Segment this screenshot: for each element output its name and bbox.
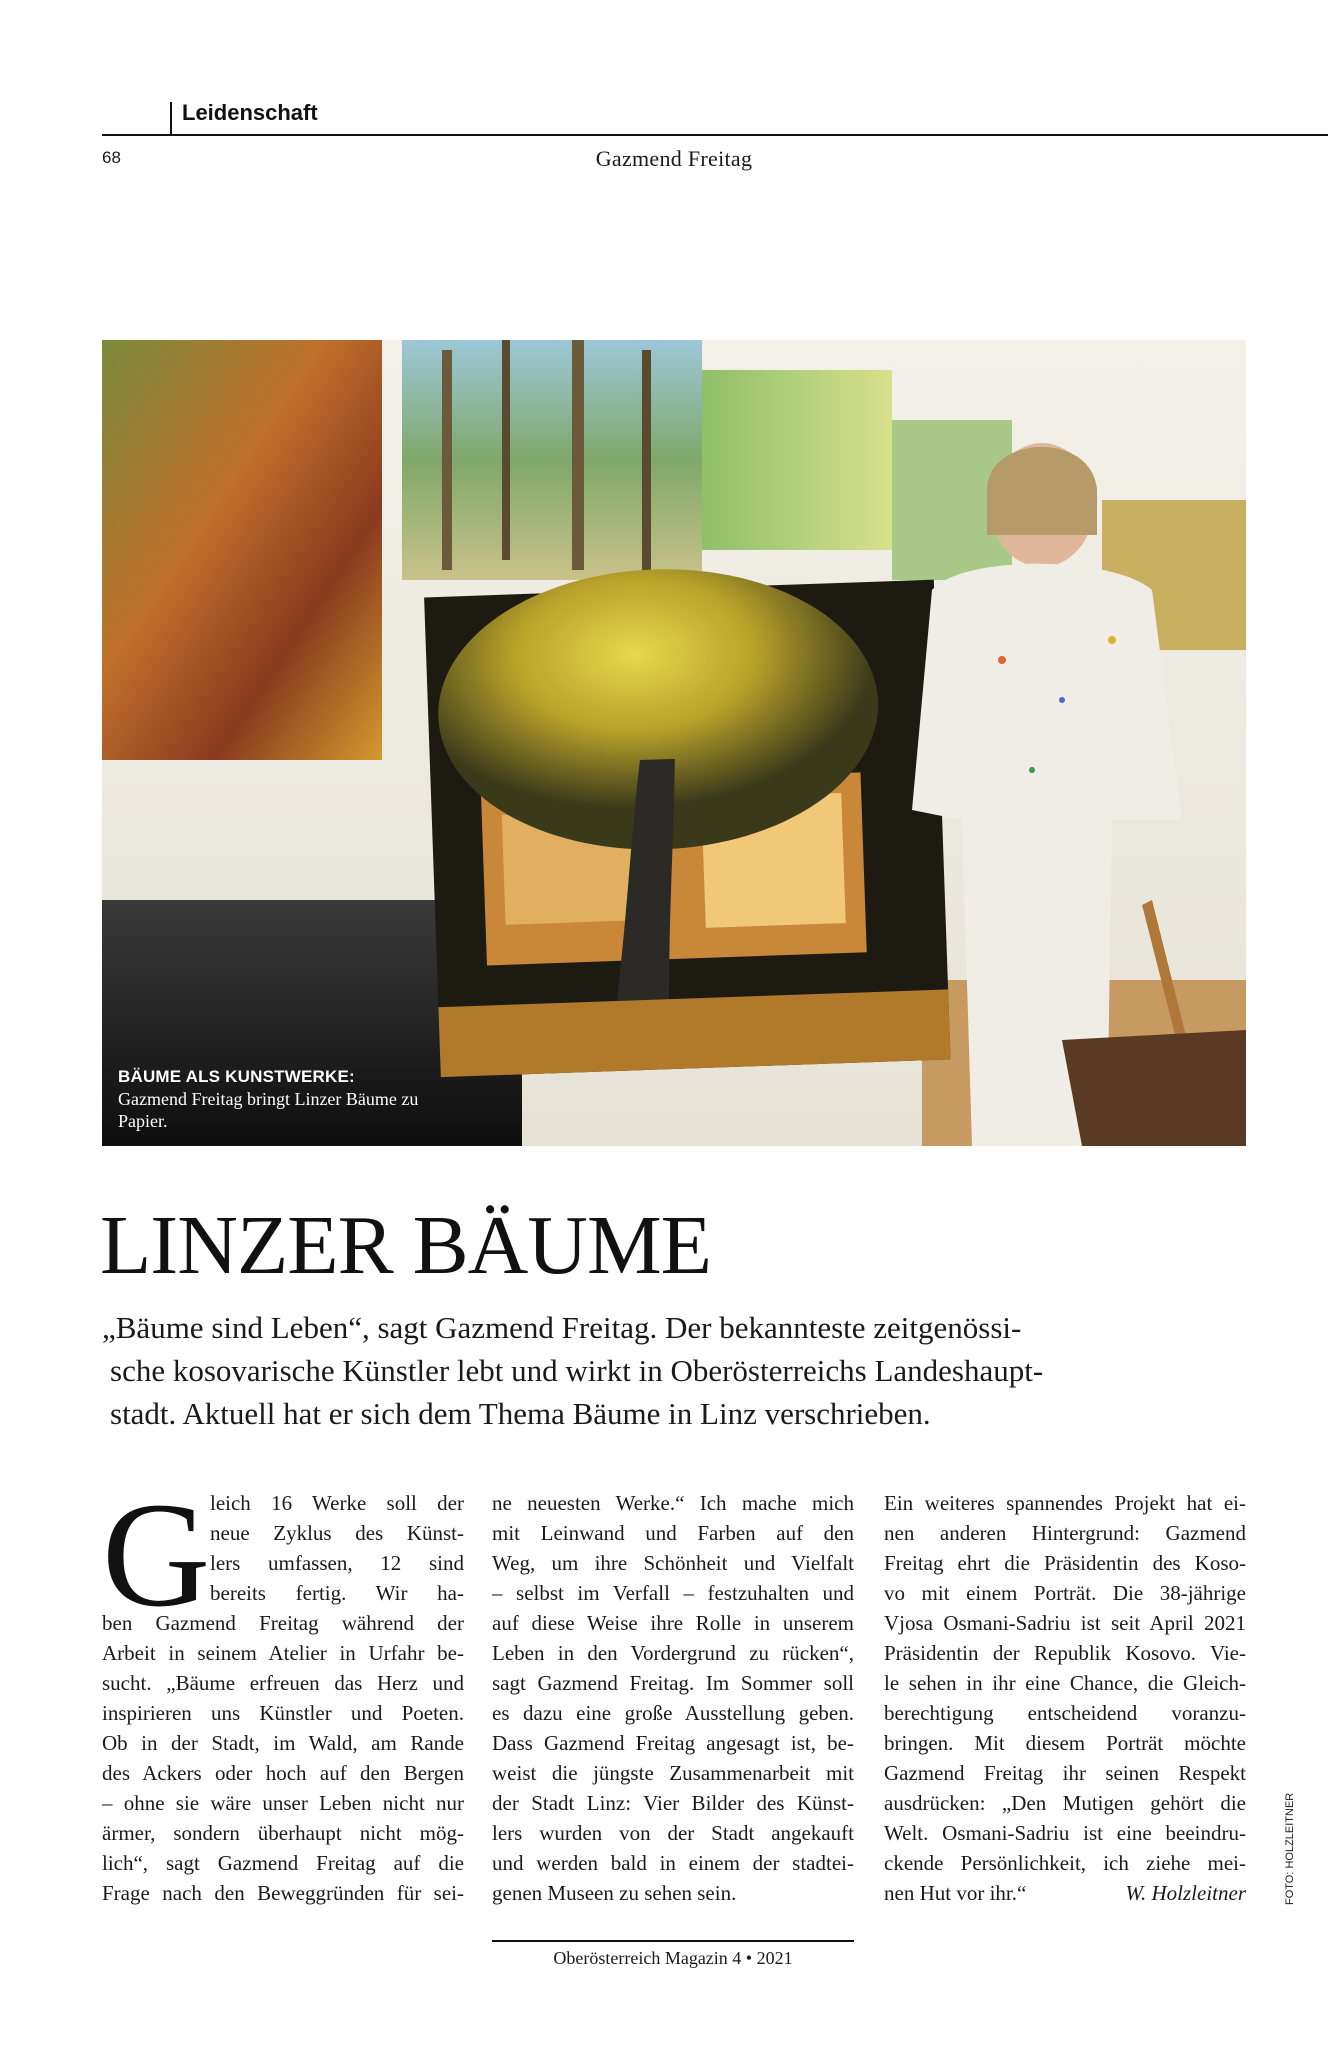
body-line: – selbst im Verfall – festzuhalten und	[492, 1581, 854, 1605]
body-line: berechtigung entscheidend voranzu-	[884, 1701, 1246, 1725]
body-line: bereits fertig. Wir ha-	[210, 1581, 464, 1605]
body-line: ne neuesten Werke.“ Ich mache mich	[492, 1491, 854, 1515]
section-label: Leidenschaft	[182, 100, 318, 125]
body-column-2	[492, 1488, 854, 1908]
photo-credit: FOTO: HOLZLEITNER	[1284, 1792, 1296, 1905]
footer-bullet: •	[745, 1948, 753, 1968]
body-line: nen anderen Hintergrund: Gazmend	[884, 1521, 1246, 1545]
body-line: Ein weiteres spannendes Projekt hat ei-	[884, 1491, 1246, 1515]
body-line: Welt. Osmani-Sadriu ist eine beeindru-	[884, 1821, 1246, 1845]
drop-cap: G	[102, 1472, 211, 1638]
lead-line: „Bäume sind Leben“, sagt Gazmend Freitag. Der bekannteste zeitgenössi-	[102, 1310, 1022, 1345]
body-line: ckende Persönlichkeit, ich ziehe mei-	[884, 1851, 1246, 1875]
page-number: 68	[102, 148, 121, 167]
body-line: nen Hut vor ihr.“	[884, 1881, 1027, 1905]
body-column-1	[102, 1488, 464, 1908]
body-line: ausdrücken: „Den Mutigen gehört die	[884, 1791, 1246, 1815]
body-line: Gazmend Freitag ihr seinen Respekt	[884, 1761, 1246, 1785]
headline: LINZER BÄUME	[100, 1199, 711, 1292]
body-line: inspirieren uns Künstler und Poeten.	[102, 1701, 464, 1725]
body-line: Präsidentin der Republik Kosovo. Vie-	[884, 1641, 1246, 1665]
body-line: lers umfassen, 12 sind	[210, 1551, 464, 1575]
footer-magazine: Oberösterreich Magazin	[553, 1948, 728, 1968]
body-line: bringen. Mit diesem Porträt möchte	[884, 1731, 1246, 1755]
running-head: Gazmend Freitag	[595, 146, 753, 171]
body-line: der Stadt Linz: Vier Bilder des Künst-	[492, 1791, 854, 1815]
body-line: Frage nach den Beweggründen für sei-	[102, 1881, 464, 1905]
body-line: des Ackers oder hoch auf den Bergen	[102, 1761, 464, 1785]
body-line: lich“, sagt Gazmend Freitag auf die	[102, 1851, 464, 1875]
lead-line: sche kosovarische Künstler lebt und wirkt in Oberösterreichs Landeshaupt-	[110, 1353, 1044, 1388]
body-line: leich 16 Werke soll der	[210, 1491, 464, 1515]
body-line: Dass Gazmend Freitag angesagt ist, be-	[492, 1731, 854, 1755]
body-line: sagt Gazmend Freitag. Im Sommer soll	[492, 1671, 854, 1695]
body-line: le sehen in ihr eine Chance, die Gleich-	[884, 1671, 1246, 1695]
body-line: Weg, um ihre Schönheit und Vielfalt	[492, 1551, 854, 1575]
body-line: mit Leinwand und Farben auf den	[492, 1521, 854, 1545]
body-line: – ohne sie wäre unser Leben nicht nur	[102, 1791, 464, 1815]
body-column-3	[884, 1488, 1246, 1908]
body-line: Ob in der Stadt, im Wald, am Rande	[102, 1731, 464, 1755]
article-photo	[102, 340, 1246, 1146]
footer-year: 2021	[756, 1948, 793, 1968]
body-line: auf diese Weise ihre Rolle in unserem	[492, 1611, 854, 1635]
header-divider-tick	[170, 102, 172, 134]
caption-title: BÄUME ALS KUNSTWERKE:	[118, 1067, 355, 1086]
body-line: und werden bald in einem der stadtei-	[492, 1851, 854, 1875]
body-line: lers wurden von der Stadt angekauft	[492, 1821, 854, 1845]
body-line: genen Museen zu sehen sein.	[492, 1881, 737, 1905]
footer-issue: 4	[732, 1948, 742, 1968]
caption-text: Gazmend Freitag bringt Linzer Bäume zu Papier.	[118, 1089, 419, 1131]
footer	[492, 1948, 854, 1969]
body-line: ben Gazmend Freitag während der	[102, 1611, 464, 1635]
author-byline: W. Holzleitner	[1125, 1881, 1246, 1905]
body-line: ärmer, sondern überhaupt nicht mög-	[102, 1821, 464, 1845]
body-line: Leben in den Vordergrund zu rücken“,	[492, 1641, 854, 1665]
body-line: Vjosa Osmani-Sadriu ist seit April 2021	[884, 1611, 1246, 1635]
body-line: weist die jüngste Zusammenarbeit mit	[492, 1761, 854, 1785]
body-line: es dazu eine große Ausstellung geben.	[492, 1701, 854, 1725]
lead-paragraph	[102, 1306, 1102, 1435]
body-line: vo mit einem Porträt. Die 38-jährige	[884, 1581, 1246, 1605]
lead-line: stadt. Aktuell hat er sich dem Thema Bäume in Linz verschrieben.	[110, 1396, 931, 1431]
body-line: sucht. „Bäume erfreuen das Herz und	[102, 1671, 464, 1695]
footer-rule	[492, 1940, 854, 1942]
header-rule	[102, 134, 1328, 136]
artist-with-painting-image	[102, 340, 1246, 1146]
body-line: neue Zyklus des Künst-	[210, 1521, 464, 1545]
body-last-line	[884, 1878, 1246, 1908]
body-line: Arbeit in seinem Atelier in Urfahr be-	[102, 1641, 464, 1665]
photo-caption	[118, 1066, 458, 1132]
body-line: Freitag ehrt die Präsidentin des Koso-	[884, 1551, 1246, 1575]
